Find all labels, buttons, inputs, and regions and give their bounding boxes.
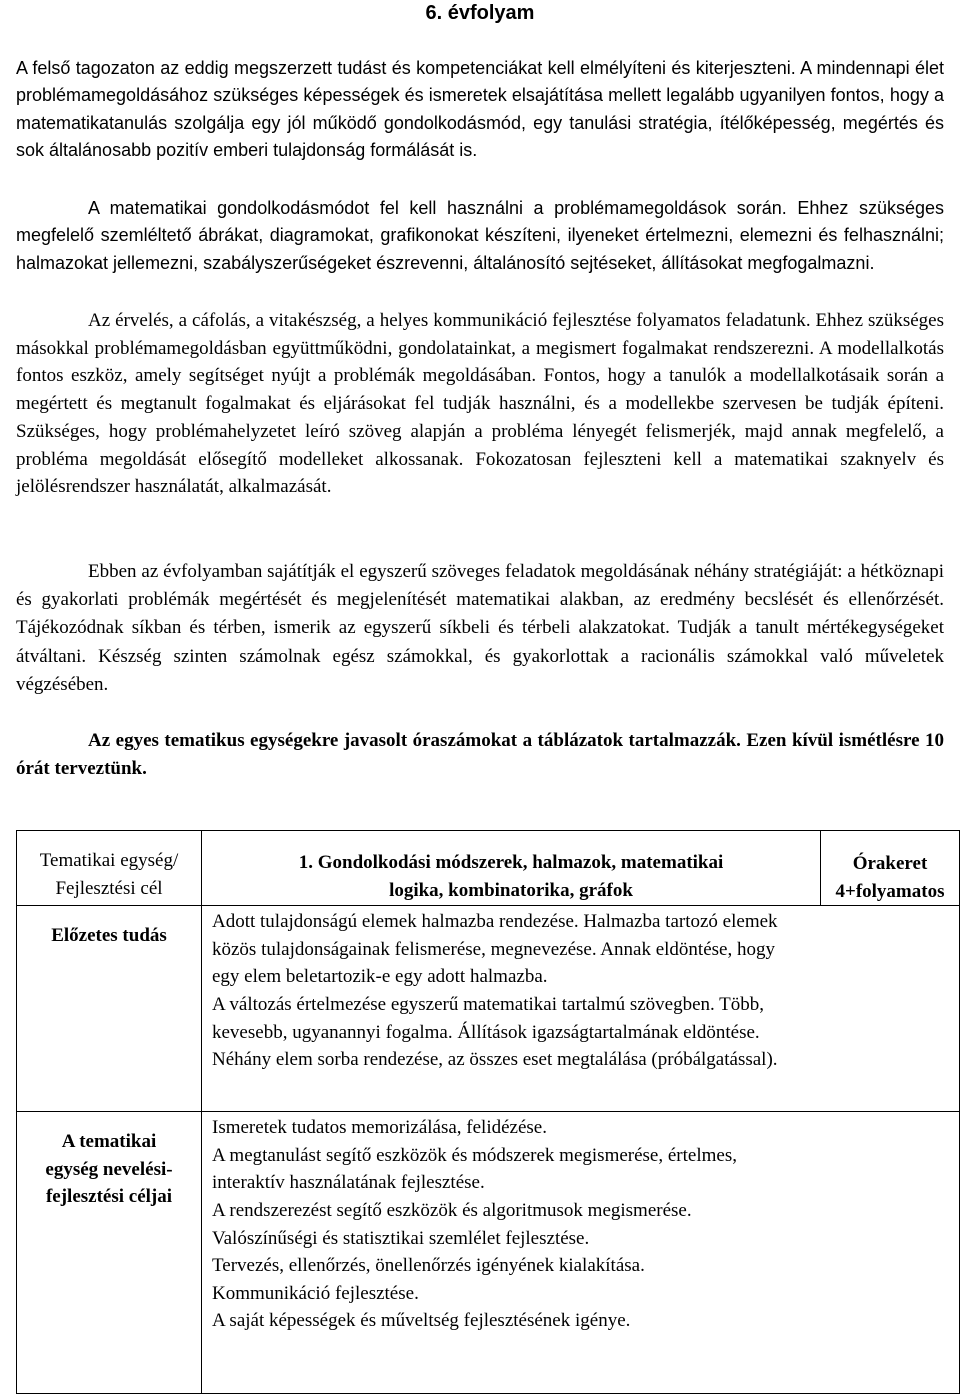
goal-line: A rendszerezést segítő eszközök és algoritmusok megismerése.	[212, 1199, 692, 1221]
unit-label-cell	[17, 831, 202, 906]
goal-line: A saját képességek és műveltség fejlesztésének igénye.	[212, 1310, 631, 1332]
prior-line: A változás értelmezése egyszerű matematikai tartalmú szövegben. Több,	[212, 993, 765, 1015]
goals-label-line-1: A tematikai	[61, 1131, 157, 1153]
prior-line: egy elem beletartozik-e egy adott halmazba.	[212, 966, 548, 988]
hours-value: 4+folyamatos	[835, 880, 945, 902]
goal-line: Ismeretek tudatos memorizálása, felidézése.	[212, 1117, 547, 1139]
goals-label-line-2: egység nevelési-	[45, 1158, 173, 1180]
unit-title-cell	[202, 831, 821, 906]
prior-knowledge-label: Előzetes tudás	[51, 925, 167, 947]
prior-line: kevesebb, ugyanannyi fogalma. Állítások igazságtartalmának eldöntése.	[212, 1021, 760, 1043]
prior-knowledge-row	[17, 906, 960, 1112]
goals-row	[17, 1112, 960, 1394]
goal-line: interaktív használatának fejlesztése.	[212, 1172, 485, 1194]
unit-title-line-2: logika, kombinatorika, gráfok	[389, 879, 633, 901]
unit-label-line-1: Tematikai egység/	[39, 850, 179, 871]
goal-line: A megtanulást segítő eszközök és módszerek megismerése, értelmes,	[212, 1144, 737, 1166]
prior-line: közös tulajdonságainak felismerése, megnevezése. Annak eldöntése, hogy	[212, 938, 775, 960]
goals-label-cell	[17, 1112, 202, 1394]
goals-content	[202, 1112, 960, 1394]
unit-label-line-2: Fejlesztési cél	[55, 877, 163, 899]
page-title: 6. évfolyam	[425, 2, 535, 24]
hours-label: Órakeret	[852, 853, 928, 874]
table-header-row	[17, 831, 960, 906]
hours-cell	[821, 831, 960, 906]
intro-paragraph-3: Az érvelés, a cáfolás, a vitakészség, a helyes kommunikáció fejlesztése folyamatos feladatunk. Ehhez szükséges másokkal problémamegoldásban együttműködni, gondolatainkat, a megismert fogalmakat rendszerezni. A modellalkotás fontos eszköz, amely segítséget nyújt a problémák megoldásában. Fontos, hogy a tanulók a modellalkotásaik során a megértett és megtanult fogalmakat és eljárásokat fel tudják használni, és a modellekbe szervesen be tudják építeni. Szükséges, hogy problémahelyzetet leíró szöveg alapján a probléma lényegét felismerjék, majd annak megfelelő, a probléma megoldását elősegítő modelleket alkossanak. Fokozatosan fejleszteni kell a matematikai szaknyelv és jelölésrendszer használatát, alkalmazását.	[16, 310, 944, 498]
unit-title-line-1: 1. Gondolkodási módszerek, halmazok, matematikai	[298, 852, 724, 873]
goal-line: Valószínűségi és statisztikai szemlélet fejlesztése.	[212, 1227, 590, 1249]
goal-line: Kommunikáció fejlesztése.	[212, 1282, 419, 1304]
prior-knowledge-content	[202, 906, 960, 1112]
intro-paragraph-1: A felső tagozaton az eddig megszerzett tudást és kompetenciákat kell elmélyíteni és kiterjeszteni. A mindennapi élet problémamegoldásához szükséges képességek és ismeretek elsajátítása mellett legalább ugyanilyen fontos, hogy a matematikatanulás szolgálja egy jól működő gondolkodásmód, egy tanulási stratégia, ítélőképesség, megértés és sok általánosabb pozitív emberi tulajdonság formálását is.	[16, 58, 944, 160]
goals-label-line-3: fejlesztési céljai	[45, 1186, 173, 1208]
prior-line: Adott tulajdonságú elemek halmazba rendezése. Halmazba tartozó elemek	[212, 911, 778, 933]
goal-line: Tervezés, ellenőrzés, önellenőrzés igényének kialakítása.	[212, 1255, 645, 1277]
thematic-unit-table	[16, 830, 960, 1394]
intro-paragraph-5: Az egyes tematikus egységekre javasolt óraszámokat a táblázatok tartalmazzák. Ezen kívül ismétlésre 10 órát terveztünk.	[16, 730, 944, 779]
intro-paragraph-4: Ebben az évfolyamban sajátítják el egyszerű szöveges feladatok megoldásának néhány stratégiáját: a hétköznapi és gyakorlati problémák megértését és megjelenítését matematikai alakban, az eredmény becslését és ellenőrzését. Tájékozódnak síkban és térben, ismerik az egyszerű síkbeli és térbeli alakzatokat. Tudják a tanult mértékegységeket átváltani. Készség szinten számolnak egész számokkal, és gyakorlottak a racionális számokkal való műveletek végzésében.	[16, 561, 944, 695]
intro-paragraph-2: A matematikai gondolkodásmódot fel kell használni a problémamegoldások során. Ehhez szükséges megfelelő szemléltető ábrákat, diagramokat, grafikonokat készíteni, ilyeneket értelmezni, elemezni és felhasználni; halmazokat jellemezni, szabályszerűségeket észrevenni, általánosító sejtéseket, állításokat megfogalmazni.	[16, 198, 944, 273]
prior-knowledge-label-cell	[17, 906, 202, 1112]
prior-line: Néhány elem sorba rendezése, az összes eset megtalálása (próbálgatással).	[212, 1049, 778, 1071]
